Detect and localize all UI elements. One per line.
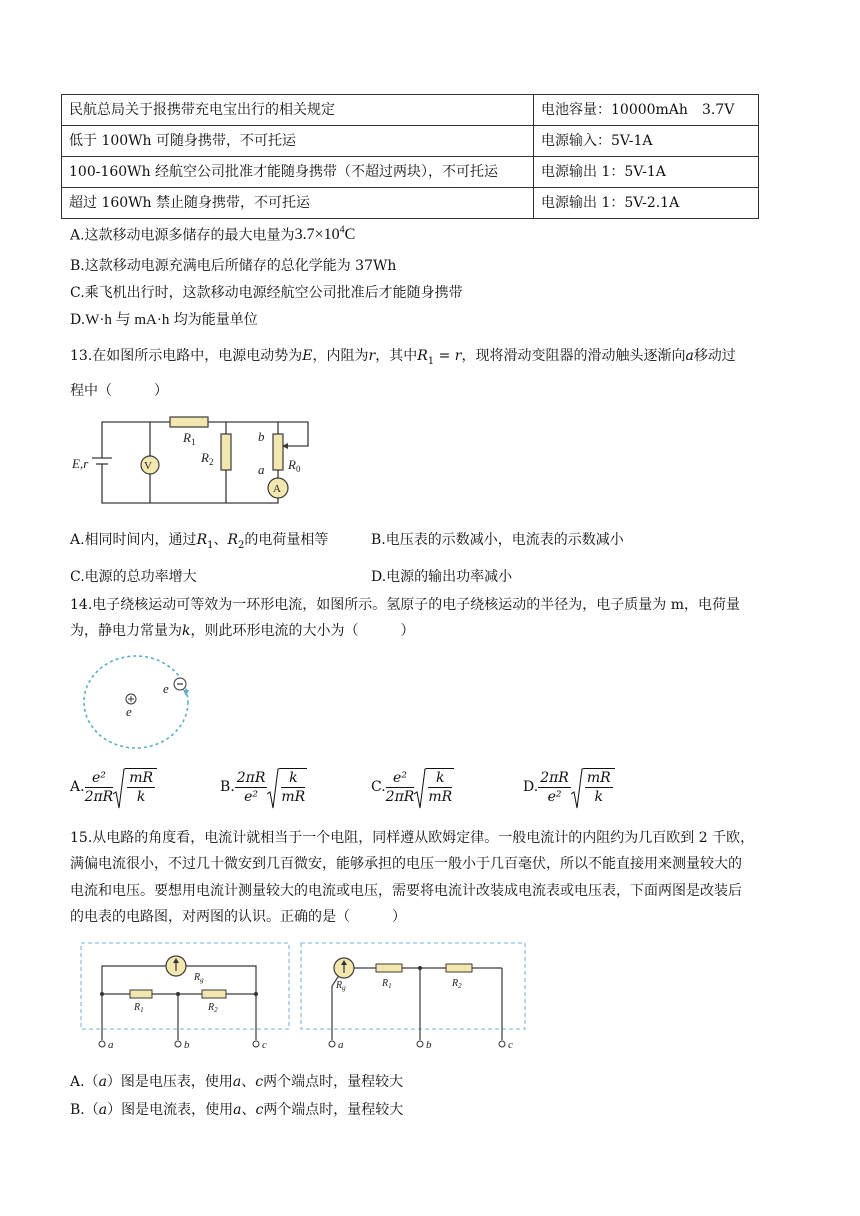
q15-option-b [70,1101,403,1119]
q14-option-c [371,768,454,806]
text: ）图是电压表，使用 [106,1074,233,1090]
sqrt [267,768,307,806]
sub: 0 [295,464,301,474]
denominator: k [136,789,146,805]
radicand [279,768,307,806]
option-label: B. [220,779,235,795]
rheostat-r0 [273,434,283,470]
text: ，则此环形电流的大小为（ ） [190,623,415,639]
resistor-r1 [376,964,402,972]
exponent: 4 [339,225,345,236]
math-value [295,226,356,243]
table-cell: 100-160Wh 经航空公司批准才能随身携带（不超过两块），不可托运 [62,157,534,188]
table-cell: 电源输出 1：5V-2.1A [534,188,759,219]
ammeter-label: A [273,483,281,495]
r2-label [207,1002,218,1014]
q15-figure-a [80,942,290,1054]
r: R [134,1002,141,1013]
q13-stem-line2: 程中（ ） [70,383,168,399]
denominator: k [594,789,603,805]
q13-stem [70,347,736,371]
sub: 2 [208,457,214,467]
r1-label [381,978,392,990]
text: A.相同时间内，通过 [70,532,197,548]
text: ，现将滑动变阻器的滑动触头逐渐向 [461,348,686,364]
table-cell: 民航总局关于报携带充电宝出行的相关规定 [62,95,534,126]
r: R [336,980,343,991]
r2-label [200,450,213,467]
numerator: mR [586,770,611,786]
option-text: A.这款移动电源多储存的最大电量为 [70,227,295,244]
numerator: mR [129,770,154,786]
q12-option-d [70,311,258,329]
denominator: 2πR [385,788,415,805]
sub: 1 [140,1006,144,1014]
q13-option-d: D.电源的输出功率减小 [371,569,513,585]
meter-box [301,943,525,1029]
table-row [62,188,759,219]
terminal-b-label: b [426,1039,432,1051]
resistor-r1 [130,990,152,998]
q13-option-c: C.电源的总功率增大 [70,569,197,585]
symbol-E: E [302,348,313,364]
regulation-table [61,94,759,219]
r1-label [182,430,195,447]
symbol-a: a [98,1074,107,1090]
q13-option-a [70,531,328,555]
r: R [183,430,191,445]
value: 3.7×10 [294,226,340,244]
radicand [583,768,615,806]
text: 为，静电力常量为 [70,623,182,639]
text: B.（ [70,1102,99,1118]
q12-option-c: C.乘飞机出行时，这款移动电源经航空公司批准后才能随身携带 [70,285,463,301]
meter-box [81,943,289,1029]
terminal-a-label: a [108,1039,114,1051]
r0-label [287,457,301,474]
option-label: A. [70,779,85,795]
text: 两个端点时，量程较大 [263,1102,404,1118]
r2-label [451,978,462,990]
terminal-a [329,1041,335,1047]
q14-orbit-diagram [78,652,200,756]
text: ，内阻为 [312,348,369,364]
q15-stem-line4: 的电表的电路图，对两图的认识。正确的是（ ） [70,909,406,925]
q12-option-a [70,222,355,244]
table-cell: 低于 100Wh 可随身携带，不可托运 [62,126,534,157]
resistor-r2 [221,434,231,470]
option-label: C. [371,779,386,795]
sub: 2 [458,982,462,990]
table-row [62,157,759,188]
resistor-r2 [446,964,472,972]
denominator: 2πR [84,788,114,805]
q15-stem-line3: 电流和电压。要想用电流计测量较大的电流或电压，需要将电流计改装成电流表或电压表，下面两图是改装后 [70,883,742,899]
sub: 2 [214,1006,218,1014]
numerator: k [281,769,305,788]
terminal-b [417,1041,423,1047]
terminal-c [253,1041,259,1047]
text: 移动过 [693,348,736,364]
sub: 1 [190,437,196,447]
source-label: E,r [72,456,89,471]
r: R [194,972,201,983]
math-units: W·h 与 mA·h [85,312,170,328]
radicand [426,768,454,806]
text: 两个端点时，量程较大 [263,1074,404,1090]
fraction [85,769,114,806]
terminal-b-label: b [184,1039,190,1051]
fraction [538,769,571,806]
table-row [62,126,759,157]
denominator: e² [244,788,259,805]
terminal-a-label: a [338,1039,344,1051]
subscript: 1 [207,539,214,551]
terminal-c-label: c [508,1039,513,1051]
fraction [386,769,415,806]
separator: 、 [241,1102,256,1118]
sqrt [113,768,157,806]
r: R [382,978,389,989]
sub: 1 [388,982,392,990]
equation: = r [434,348,462,364]
rg-label [193,972,204,984]
orbit-path [84,656,188,748]
nucleus-label: e [126,704,132,719]
radicand [125,768,157,806]
unit: C [344,226,356,244]
q15-option-a [70,1073,403,1091]
option-label: D. [70,312,86,328]
terminal-a [99,1041,105,1047]
sqrt [571,768,615,806]
subscript: 2 [238,539,245,551]
resistor-r1 [170,417,208,427]
terminal-c-label: c [262,1039,267,1051]
symbol-r: r [368,348,376,364]
sub: g [200,976,204,984]
text: ，其中 [375,348,418,364]
terminal-a-label: a [258,462,265,477]
subscript: 1 [427,355,435,367]
symbol-c: c [255,1102,264,1118]
sub: g [342,984,346,992]
q13-option-b: B.电压表的示数减小，电流表的示数减小 [371,532,624,548]
r: R [208,1002,215,1013]
table-cell: 电源输入：5V-1A [534,126,759,157]
table-cell: 电池容量：10000mAh 3.7V [534,95,759,126]
q15-stem-line1: 15.从电路的角度看，电流计就相当于一个电阻，同样遵从欧姆定律。一般电流计的内阻约为几百欧到 2 千欧， [70,830,755,846]
terminal-c [499,1041,505,1047]
table-row [62,95,759,126]
q14-option-b [220,768,307,806]
symbol-R: R [227,532,239,548]
numerator: 2πR [236,769,266,786]
electron-label: e [163,681,169,696]
r: R [452,978,459,989]
terminal-b-label: b [258,429,265,444]
text: 的电荷量相等 [244,532,329,548]
symbol-a: a [232,1074,242,1090]
separator: 、 [241,1074,256,1090]
numerator: k [428,769,452,788]
separator: 、 [213,532,228,548]
r1-label [133,1002,144,1014]
denominator: mR [428,789,453,805]
text: 13.在如图所示电路中，电源电动势为 [70,348,303,364]
q13-circuit-diagram [68,408,328,508]
symbol-R: R [196,532,208,548]
sqrt [414,768,454,806]
q14-stem: 14.电子绕核运动可等效为一环形电流，如图所示。氢原子的电子绕核运动的半径为，电子质量为 m，电荷量 [70,597,740,613]
q12-option-b: B.这款移动电源充满电后所储存的总化学能为 37Wh [70,258,397,274]
q14-stem-line2 [70,622,414,640]
numerator: e² [85,769,114,788]
symbol-R: R [417,348,428,364]
terminal-b [175,1041,181,1047]
numerator: 2πR [540,769,569,786]
symbol-c: c [255,1074,264,1090]
table-cell: 超过 160Wh 禁止随身携带，不可托运 [62,188,534,219]
q15-figure-b [300,942,528,1054]
q14-option-d [523,768,615,806]
option-text: 均为能量单位 [169,312,258,328]
table-cell: 电源输出 1：5V-1A [534,157,759,188]
rg-label [335,980,346,992]
option-label: D. [523,779,539,795]
resistor-r2 [202,990,226,998]
text: A.（ [70,1074,99,1090]
q14-option-a [70,768,157,806]
voltmeter-label: V [144,460,152,472]
r: R [288,457,296,472]
text: ）图是电流表，使用 [107,1102,234,1118]
symbol-a: a [98,1102,108,1118]
denominator: mR [281,789,306,805]
symbol-k: k [182,623,191,639]
r: R [201,450,209,465]
denominator: e² [547,788,562,805]
fraction [235,769,268,806]
symbol-a: a [685,348,694,364]
q15-stem-line2: 满偏电流很小，不过几十微安到几百微安，能够承担的电压一般小于几百毫伏，所以不能直接用来测量较大的 [70,856,742,872]
symbol-a: a [233,1102,242,1118]
numerator: e² [386,769,415,788]
